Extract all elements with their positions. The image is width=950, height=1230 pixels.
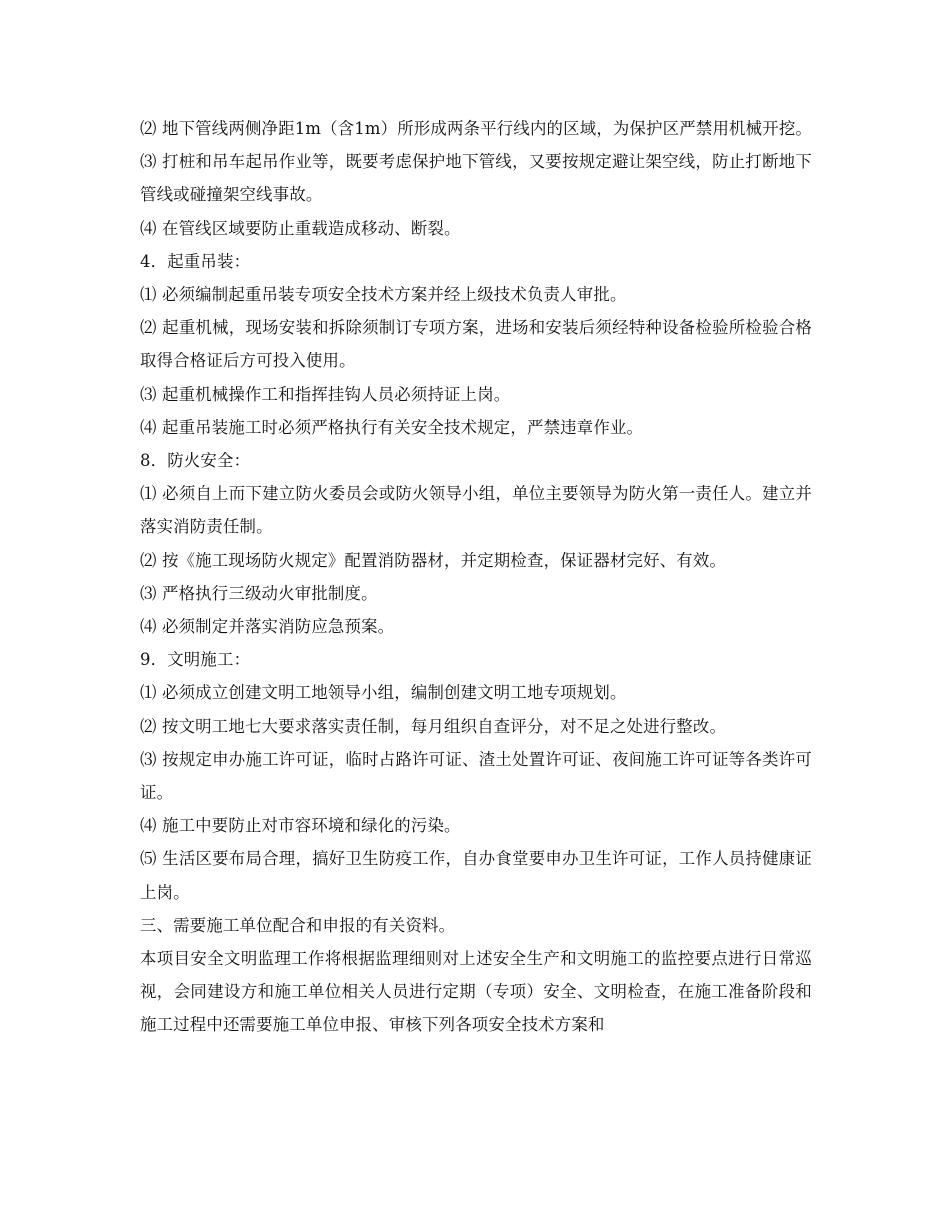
paragraph-lifting-plan: ⑴ 必须编制起重吊装专项安全技术方案并经上级技术负责人审批。 bbox=[140, 285, 627, 305]
section-heading-required-documents: 三、需要施工单位配合和申报的有关资料。 bbox=[140, 915, 456, 935]
section-heading-lifting: 4．起重吊装： bbox=[140, 251, 251, 271]
paragraph-supervision-work: 本项目安全文明监理工作将根据监理细则对上述安全生产和文明施工的监控要点进行日常巡视，会同建设方和施工单位相关人员进行定期（专项）安全、文明检查，在施工准备阶段和施工过程中还需要施工单位申报、审核下列各项安全技术方案和 bbox=[140, 949, 812, 1035]
paragraph-pollution-prevention: ⑷ 施工中要防止对市容环境和绿化的污染。 bbox=[140, 816, 461, 836]
paragraph-lifting-safety-rules: ⑷ 起重吊装施工时必须严格执行有关安全技术规定，严禁违章作业。 bbox=[140, 417, 644, 437]
paragraph-heavy-load-prevention: ⑷ 在管线区域要防止重载造成移动、断裂。 bbox=[140, 218, 461, 238]
paragraph-lifting-operator-certification: ⑶ 起重机械操作工和指挥挂钩人员必须持证上岗。 bbox=[140, 384, 511, 404]
document-body bbox=[140, 112, 812, 1042]
paragraph-underground-pipeline-protection-zone: ⑵ 地下管线两侧净距1m（含1m）所形成两条平行线内的区域，为保护区严禁用机械开挖。 bbox=[140, 119, 813, 138]
paragraph-permits: ⑶ 按规定申办施工许可证，临时占路许可证、渣土处置许可证、夜间施工许可证等各类许可证。 bbox=[140, 749, 812, 803]
paragraph-civilized-site-group: ⑴ 必须成立创建文明工地领导小组，编制创建文明工地专项规划。 bbox=[140, 683, 627, 703]
paragraph-fire-equipment: ⑵ 按《施工现场防火规定》配置消防器材，并定期检查，保证器材完好、有效。 bbox=[140, 550, 727, 570]
paragraph-piling-crane-protection: ⑶ 打桩和吊车起吊作业等，既要考虑保护地下管线，又要按规定避让架空线，防止打断地下管线或碰撞架空线事故。 bbox=[140, 152, 812, 205]
paragraph-fire-committee: ⑴ 必须自上而下建立防火委员会或防火领导小组，单位主要领导为防火第一责任人。建立并落实消防责任制。 bbox=[140, 484, 812, 537]
paragraph-living-area-hygiene: ⑸ 生活区要布局合理，搞好卫生防疫工作，自办食堂要申办卫生许可证，工作人员持健康证上岗。 bbox=[140, 849, 812, 902]
paragraph-hot-work-approval: ⑶ 严格执行三级动火审批制度。 bbox=[140, 583, 378, 603]
section-heading-civilized-construction: 9．文明施工： bbox=[140, 650, 251, 670]
paragraph-fire-emergency-plan: ⑷ 必须制定并落实消防应急预案。 bbox=[140, 617, 395, 637]
paragraph-lifting-machinery-installation: ⑵ 起重机械，现场安装和拆除须制订专项方案，进场和安装后须经特种设备检验所检验合格取得合格证后方可投入使用。 bbox=[140, 318, 812, 371]
paragraph-monthly-self-inspection: ⑵ 按文明工地七大要求落实责任制，每月组织自查评分，对不足之处进行整改。 bbox=[140, 716, 727, 736]
section-heading-fire-safety: 8．防火安全： bbox=[140, 451, 251, 471]
